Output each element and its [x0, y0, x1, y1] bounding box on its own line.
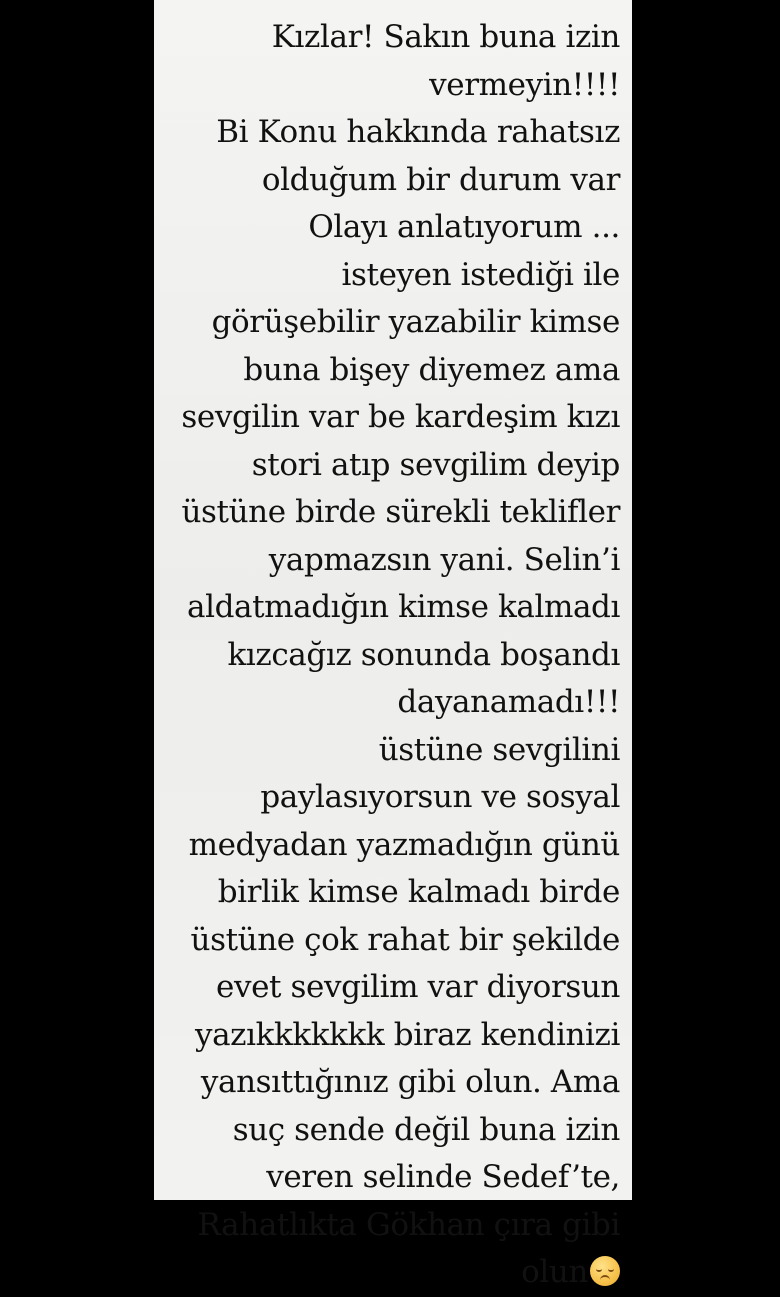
story-line: vermeyin!!!!: [429, 66, 620, 103]
story-card: [154, 0, 632, 1290]
story-line: kızcağız sonunda boşandı: [227, 636, 620, 673]
story-line-last: [154, 1249, 620, 1297]
story-line: medyadan yazmadığın günü: [188, 826, 620, 863]
story-line: evet sevgilim var diyorsun: [216, 969, 620, 1005]
story-line: görüşebilir yazabilir kimse: [211, 304, 620, 340]
story-line: sevgilin var be kardeşim kızı: [181, 399, 620, 435]
story-line: Rahatlıkta Gökhan çıra gibi: [197, 1206, 620, 1243]
story-line: birlik kimse kalmadı birde: [217, 874, 620, 910]
story-text: [154, 14, 620, 1297]
story-line: yansıttığınız gibi olun. Ama: [200, 1064, 620, 1100]
slightly-smiling-face-icon: [590, 1256, 620, 1286]
story-line: üstüne birde sürekli teklifler: [181, 494, 620, 530]
story-line-text: olun: [521, 1254, 588, 1290]
story-line: buna bişey diyemez ama: [243, 351, 620, 388]
story-line: yazıkkkkkkk biraz kendinizi: [194, 1016, 620, 1053]
story-line: aldatmadığın kimse kalmadı: [186, 589, 620, 625]
story-line: suç sende değil buna izin: [232, 1111, 620, 1148]
story-line: dayanamadı!!!: [397, 684, 620, 720]
story-line: Kızlar! Sakın buna izin: [271, 19, 620, 55]
story-line: üstüne çok rahat bir şekilde: [190, 921, 620, 958]
story-line: veren selinde Sedef’te,: [266, 1159, 620, 1195]
story-line: olduğum bir durum var: [261, 161, 620, 198]
story-line: Olayı anlatıyorum ...: [308, 209, 620, 245]
story-line: isteyen istediği ile: [341, 256, 620, 293]
story-line: stori atıp sevgilim deyip: [251, 446, 620, 483]
story-line: üstüne sevgilini: [378, 731, 620, 768]
story-line: Bi Konu hakkında rahatsız: [216, 114, 620, 150]
story-line: yapmazsın yani. Selin’i: [268, 541, 620, 578]
story-line: paylasıyorsun ve sosyal: [260, 779, 620, 815]
